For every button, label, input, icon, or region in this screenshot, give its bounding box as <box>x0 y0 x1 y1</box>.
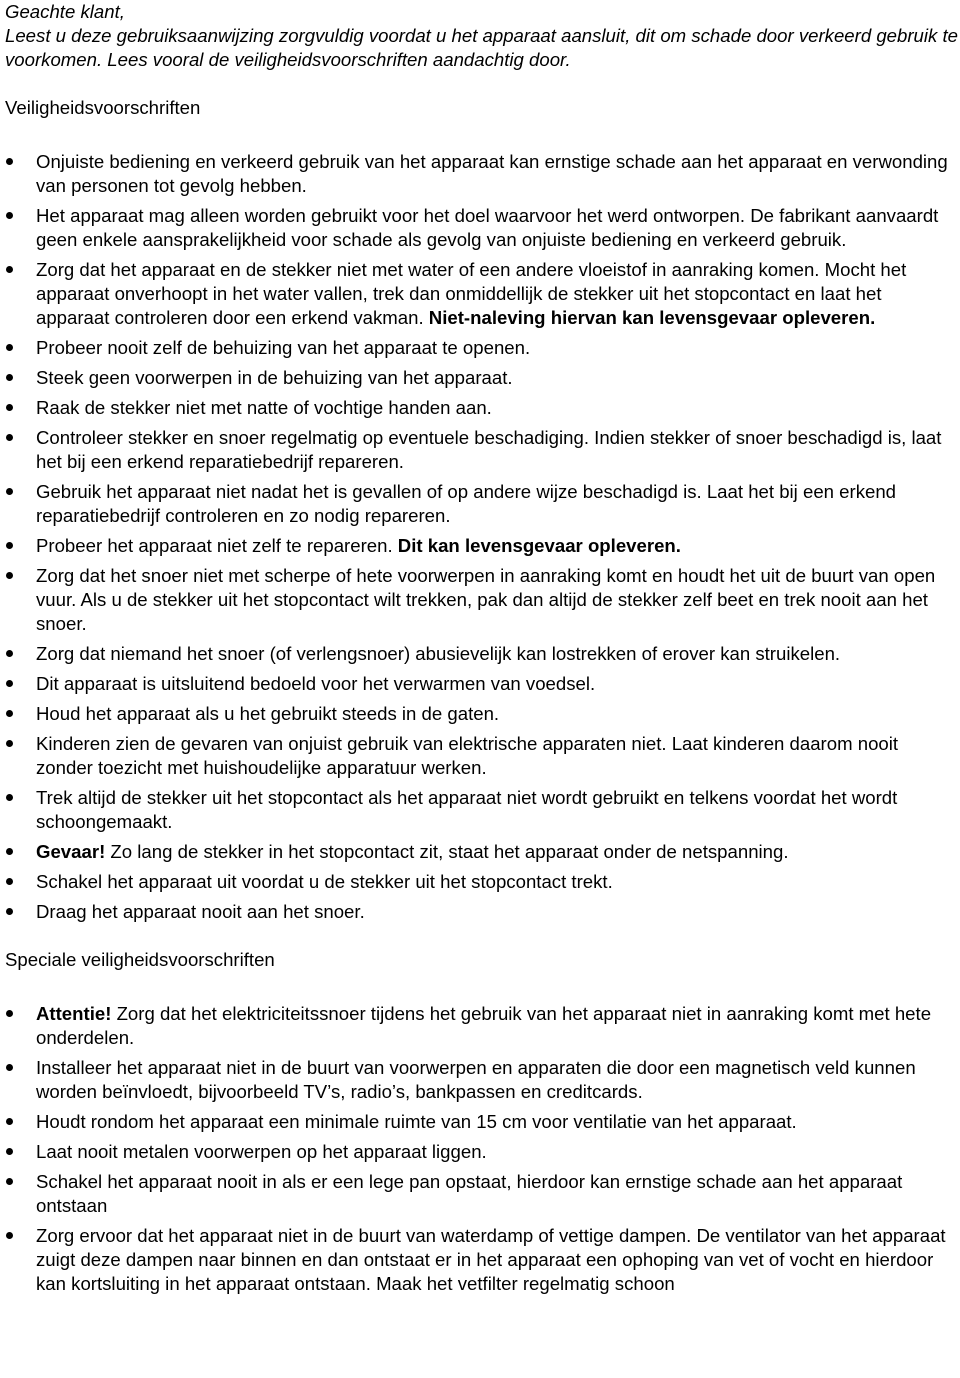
item-warning: Dit kan levensgevaar opleveren. <box>397 535 681 556</box>
item-text: Installeer het apparaat niet in de buurt van voorwerpen en apparaten die door een magnetisch veld kunnen worden beïnvloedt, bijvoorbeeld TV’s, radio’s, bankpassen en creditcards. <box>36 1057 916 1102</box>
bullet-icon <box>6 212 13 219</box>
list-item <box>5 870 960 894</box>
bullet-icon <box>6 158 13 165</box>
item-text: Probeer het apparaat niet zelf te repareren. <box>36 535 398 556</box>
item-text: Kinderen zien de gevaren van onjuist gebruik van elektrische apparaten niet. Laat kinderen daarom nooit zonder toezicht met huishoudelijke apparatuur werken. <box>36 733 899 778</box>
list-item <box>5 1170 960 1218</box>
item-text: Schakel het apparaat uit voordat u de stekker uit het stopcontact trekt. <box>36 871 613 892</box>
list-item <box>5 840 960 864</box>
bullet-icon <box>6 794 13 801</box>
bullet-icon <box>6 1178 13 1185</box>
bullet-icon <box>6 848 13 855</box>
item-text: Zorg dat het snoer niet met scherpe of hete voorwerpen in aanraking komt en houdt het uit de buurt van open vuur. Als u de stekker uit het stopcontact wilt trekken, pak dan altijd de stekker zelf beet en trek nooit aan het snoer. <box>36 565 936 634</box>
bullet-icon <box>6 650 13 657</box>
item-text: Schakel het apparaat nooit in als er een lege pan opstaat, hierdoor kan ernstige schade aan het apparaat ontstaan <box>36 1171 903 1216</box>
list-item <box>5 642 960 666</box>
bullet-icon <box>6 266 13 273</box>
greeting: Geachte klant, <box>5 1 125 22</box>
list-item <box>5 702 960 726</box>
item-lead: Gevaar! <box>36 841 106 862</box>
item-text: Houdt rondom het apparaat een minimale ruimte van 15 cm voor ventilatie van het apparaat. <box>36 1111 797 1132</box>
list-item <box>5 564 960 636</box>
list-item <box>5 786 960 834</box>
bullet-icon <box>6 488 13 495</box>
list-item <box>5 258 960 330</box>
item-text: Houd het apparaat als u het gebruikt steeds in de gaten. <box>36 703 500 724</box>
bullet-icon <box>6 1010 13 1017</box>
list-item <box>5 672 960 696</box>
item-text: Probeer nooit zelf de behuizing van het apparaat te openen. <box>36 337 531 358</box>
item-text: Zo lang de stekker in het stopcontact zit, staat het apparaat onder de netspanning. <box>105 841 789 862</box>
item-text: Dit apparaat is uitsluitend bedoeld voor het verwarmen van voedsel. <box>36 673 596 694</box>
bullet-icon <box>6 374 13 381</box>
list-item <box>5 480 960 528</box>
item-text: Trek altijd de stekker uit het stopcontact als het apparaat niet wordt gebruikt en telkens voordat het wordt schoongemaakt. <box>36 787 898 832</box>
item-text: Gebruik het apparaat niet nadat het is gevallen of op andere wijze beschadigd is. Laat het bij een erkend reparatiebedrijf controleren en zo nodig repareren. <box>36 481 897 526</box>
item-lead: Attentie! <box>36 1003 112 1024</box>
list-item <box>5 1056 960 1104</box>
list-item <box>5 732 960 780</box>
list-item <box>5 1002 960 1050</box>
bullet-icon <box>6 542 13 549</box>
list-item <box>5 396 960 420</box>
list-item <box>5 150 960 198</box>
list-item <box>5 1140 960 1164</box>
item-text: Steek geen voorwerpen in de behuizing van het apparaat. <box>36 367 513 388</box>
list-item <box>5 336 960 360</box>
item-text: Laat nooit metalen voorwerpen op het apparaat liggen. <box>36 1141 487 1162</box>
item-text: Zorg dat het apparaat en de stekker niet met water of een andere vloeistof in aanraking komen. Mocht het apparaat onverhoopt in het water vallen, trek dan onmiddellijk de stekker uit het stopcontact en laat het apparaat controleren door een erkend vakman. <box>36 259 907 328</box>
intro-text: Leest u deze gebruiksaanwijzing zorgvuldig voordat u het apparaat aansluit, dit om schade door verkeerd gebruik te voorkomen. Lees vooral de veiligheidsvoorschriften aandachtig door. <box>5 25 958 70</box>
list-item <box>5 426 960 474</box>
section-title-safety: Veiligheidsvoorschriften <box>5 97 201 118</box>
bullet-icon <box>6 740 13 747</box>
list-item <box>5 1110 960 1134</box>
bullet-icon <box>6 878 13 885</box>
item-text: Het apparaat mag alleen worden gebruikt voor het doel waarvoor het werd ontworpen. De fabrikant aanvaardt geen enkele aansprakelijkheid voor schade als gevolg van onjuiste bediening en verkeerd gebruik. <box>36 205 939 250</box>
bullet-icon <box>6 1118 13 1125</box>
list-item <box>5 1224 960 1296</box>
bullet-icon <box>6 1064 13 1071</box>
item-text: Zorg ervoor dat het apparaat niet in de buurt van waterdamp of vettige dampen. De ventilator van het apparaat zuigt deze dampen naar binnen en dan ontstaat er in het apparaat een ophoping van vet of vocht en hierdoor kan kortsluiting in het apparaat ontstaan. Maak het vetfilter regelmatig schoon <box>36 1225 946 1294</box>
safety-list <box>5 150 960 924</box>
bullet-icon <box>6 710 13 717</box>
item-text: Zorg dat het elektriciteitssnoer tijdens het gebruik van het apparaat niet in aanraking komt met hete onderdelen. <box>36 1003 932 1048</box>
item-text: Controleer stekker en snoer regelmatig op eventuele beschadiging. Indien stekker of snoer beschadigd is, laat het bij een erkend reparatiebedrijf repareren. <box>36 427 942 472</box>
bullet-icon <box>6 908 13 915</box>
bullet-icon <box>6 1232 13 1239</box>
item-text: Raak de stekker niet met natte of vochtige handen aan. <box>36 397 492 418</box>
bullet-icon <box>6 434 13 441</box>
bullet-icon <box>6 572 13 579</box>
list-item <box>5 534 960 558</box>
special-safety-list <box>5 1002 960 1296</box>
item-text: Draag het apparaat nooit aan het snoer. <box>36 901 365 922</box>
bullet-icon <box>6 680 13 687</box>
item-text: Zorg dat niemand het snoer (of verlengsnoer) abusievelijk kan lostrekken of erover kan struikelen. <box>36 643 841 664</box>
bullet-icon <box>6 404 13 411</box>
list-item <box>5 900 960 924</box>
bullet-icon <box>6 1148 13 1155</box>
bullet-icon <box>6 344 13 351</box>
section-title-special-safety: Speciale veiligheidsvoorschriften <box>5 949 275 970</box>
list-item <box>5 204 960 252</box>
intro <box>5 0 960 72</box>
item-warning: Niet-naleving hiervan kan levensgevaar opleveren. <box>428 307 876 328</box>
list-item <box>5 366 960 390</box>
item-text: Onjuiste bediening en verkeerd gebruik van het apparaat kan ernstige schade aan het apparaat en verwonding van personen tot gevolg hebben. <box>36 151 948 196</box>
